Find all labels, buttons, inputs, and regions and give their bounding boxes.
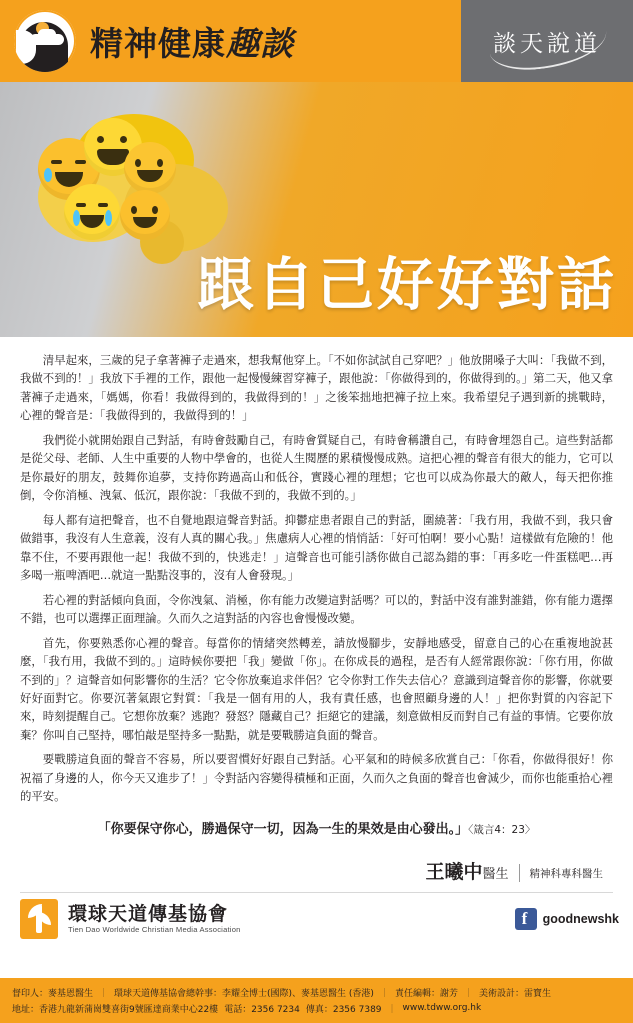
footer-address: 地址：香港九龍新蒲崗雙喜街9號匯達商業中心22樓 (12, 1004, 219, 1015)
organization-names (68, 904, 241, 934)
emoji-neutral-icon (120, 190, 170, 240)
author-name-main: 王曦中 (425, 860, 483, 883)
organization-identity (20, 899, 241, 939)
organization-name-en: Tien Dao Worldwide Christian Media Association (68, 924, 241, 934)
sprout-logo-icon (20, 899, 58, 939)
hero-title: 跟自己好好對話 (197, 252, 617, 318)
page-title-italic: 趣談 (226, 23, 294, 63)
footer-separator: ｜ (387, 1004, 397, 1015)
footer-separator: ｜ (379, 988, 389, 999)
footer-separator: ｜ (99, 988, 109, 999)
footer-editor: 責任編輯：謝芳 (394, 988, 458, 999)
article-paragraph: 每人都有這把聲音，也不自覺地跟這聲音對話。抑鬱症患者跟自己的對話，圍繞著：「我冇用，我做不到，我只會做錯事，我沒有人生意義，沒有人真的關心我。」焦慮病人心裡的悄悄話：「好可怕啊！要小心點！這樣做有危險的！他靠不住，不要再跟他一起！我做不到的，快逃走！」這聲音也可能引誘你做自己認為錯的事：「再多吃一件蛋糕吧…再多喝一瓶啤酒吧…就這一點點沒事的，沒有人會發現。」 (20, 512, 613, 583)
facebook-link[interactable] (515, 908, 619, 930)
scripture-verse (20, 818, 613, 837)
footer-separator: ｜ (463, 988, 473, 999)
page-footer (0, 978, 633, 1023)
verse-reference: 〈箴言4：23〉 (468, 823, 536, 836)
hero-banner (0, 82, 633, 337)
signature-divider (519, 864, 520, 882)
brand-mark-block (461, 0, 633, 82)
article-paragraph: 首先，你要熟悉你心裡的聲音。每當你的情緒突然轉差，請放慢腳步，安靜地感受，留意自己的心在重複地說甚麼，「我冇用，我做不到的。」這時候你要把「我」變做「你」。在你成長的過程，是否有人經常跟你說：「你冇用，你做不到的」？這聲音如何影響你的生活？它令你放棄追求伴侶？它令你對工作失去信心？意識到這聲音你的影響，你就要好好面對它。你要沉著氣跟它對質：「我是一個有用的人，我有責任感，也會照顧身邊的人！」把你對質的內容記下來，時刻提醒自己。它想你放棄？逃跑？發怒？隱藏自己？拒絕它的建議，刻意做相反而對自己有益的事情。它要你放棄？你叫自己堅持，哪怕敲是堅持多一點點，就是要戰勝這負面的聲音。 (20, 635, 613, 742)
page-title-plain: 精神健康 (90, 23, 226, 63)
footer-fax: 傳真：2356 7389 (305, 1004, 382, 1015)
author-role: 精神科專科醫生 (529, 867, 603, 880)
author-name-suffix: 醫生 (482, 866, 509, 882)
footer-tel: 電話：2356 7234 (224, 1004, 300, 1015)
emoji-crying-icon (64, 184, 120, 240)
head-sunrise-logo-icon (14, 10, 76, 72)
article-paragraph: 要戰勝這負面的聲音不容易，所以要習慣好好跟自己對話。心平氣和的時候多欣賞自己：「你看，你做得很好！你祝福了身邊的人，你今天又進步了！」令對話內容變得積極和正面，久而久之負面的聲音也會減少，而你也能重拾心裡的平安。 (20, 752, 613, 804)
article-paragraph: 若心裡的對話傾向負面，令你洩氣、消極，你有能力改變這對話嗎？可以的，對話中沒有誰對誰錯，你有能力選擇不錯，也可以選擇正面理論。久而久之這對話的內容也會慢慢改變。 (20, 592, 613, 626)
footer-contact-row (0, 1000, 633, 1016)
article-paragraph: 我們從小就開始跟自己對話，有時會鼓勵自己，有時會質疑自己，有時會稱讚自己，有時會埋怨自己。這些對話都是從父母、老師、人生中重要的人物中學會的，也從人生閱歷的累積慢慢成熟。這把心裡的聲音有很大的能力，它可以是你最好的朋友，鼓舞你追夢，支持你跨過高山和低谷，實踐心裡的理想；它也可以成為你最大的敵人，每天把你推倒，令你消極、洩氣、低沉，跟你說：「我做不到的，我做不到的。」 (20, 432, 613, 503)
footer-publisher: 督印人：麥基恩醫生 (12, 988, 94, 999)
page-header (0, 0, 633, 82)
emoji-smiling-icon (124, 142, 176, 194)
article-body (0, 337, 633, 847)
page-title (90, 18, 294, 65)
footer-website[interactable]: www.tdww.org.hk (402, 1003, 482, 1013)
author-signature (0, 847, 633, 890)
article-paragraph: 清早起來，三歲的兒子拿著褲子走過來，想我幫他穿上。「不如你試試自己穿吧？」他放開嗓子大叫：「我做不到，我做不到的！」我放下手裡的工作，跟他一起慢慢練習穿褲子，跟他說：「你做得到的，你做得到的。」第二天，他又拿著褲子走過來，「媽媽，你看！我做得到的，我做得到的！」之後笨拙地把褲子拉上來。我希望兒子遇到新的挑戰時，心裡的聲音是：「我做得到的，我做得到的！」 (20, 353, 613, 423)
brand-mark-text: 談天說道 (493, 30, 601, 57)
footer-designer: 美術設計：雷寶生 (479, 988, 552, 999)
author-name (425, 857, 508, 884)
facebook-handle[interactable]: goodnewshk (542, 911, 619, 926)
organization-name-cn: 環球天道傳基協會 (68, 902, 229, 925)
organization-bar (0, 893, 633, 945)
footer-director: 環球天道傳基協會總幹事：李耀全博士(國際)、麥基恩醫生 (香港) (114, 988, 374, 999)
header-left (0, 0, 461, 82)
facebook-icon[interactable] (515, 908, 537, 930)
footer-credits-row (0, 984, 633, 1000)
verse-text: 「你要保守你心，勝過保守一切，因為一生的果效是由心發出。」 (97, 821, 469, 837)
